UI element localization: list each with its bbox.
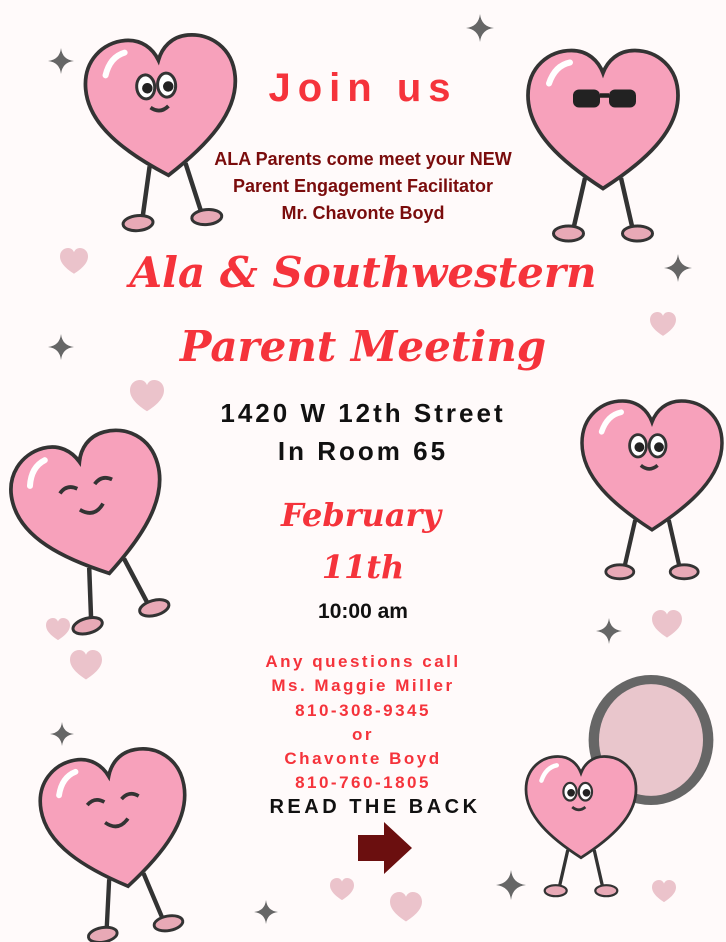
heart-character-running [88,15,238,210]
contact-line: Chavonte Boyd [284,749,442,769]
contact-line: Any questions call [265,652,461,671]
sparkle-icon [48,334,74,360]
contact-line: or [352,724,374,744]
contact-line: 810-760-1805 [295,773,431,793]
heart-character-laughing [18,415,168,610]
small-heart-icon [70,650,102,682]
contact-line: Ms. Maggie Miller [271,676,455,696]
sparkle-icon [48,48,74,74]
small-heart-icon [60,248,88,276]
date-month: February [280,496,441,534]
small-heart-icon [650,312,676,338]
contact-line: 810-308-9345 [295,700,431,720]
sparkle-icon [50,722,74,746]
intro-line: Parent Engagement Facilitator [232,176,494,196]
sparkle-icon [596,618,622,644]
small-heart-icon [130,380,164,414]
sparkle-icon [664,254,692,282]
address-room: In Room 65 [277,436,449,466]
sparkle-icon [466,14,494,42]
sparkle-icon [496,870,526,900]
intro-line: ALA Parents come meet your NEW [214,149,512,169]
intro-line: Mr. Chavonte Boyd [281,203,445,223]
title-line-2: Parent Meeting [179,322,547,371]
heart-character-kissing [45,732,190,921]
heart-character-mirror [526,740,636,883]
small-heart-icon [652,610,682,640]
date-day: 11th [321,548,405,586]
small-heart-icon [390,892,422,924]
meeting-time: 10:00 am [318,600,408,623]
address-street: 1420 W 12th Street [220,398,506,428]
join-us-heading: Join us [268,66,458,110]
title-line-1: Ala & Southwestern [129,248,597,297]
sparkle-icon [254,900,278,924]
small-heart-icon [330,878,354,902]
small-heart-icon [46,618,70,642]
heart-character-sunglasses [528,28,678,223]
heart-character-walking [582,380,722,562]
small-heart-icon [652,880,676,904]
right-arrow-icon [358,822,414,874]
read-the-back: READ THE BACK [269,796,481,818]
